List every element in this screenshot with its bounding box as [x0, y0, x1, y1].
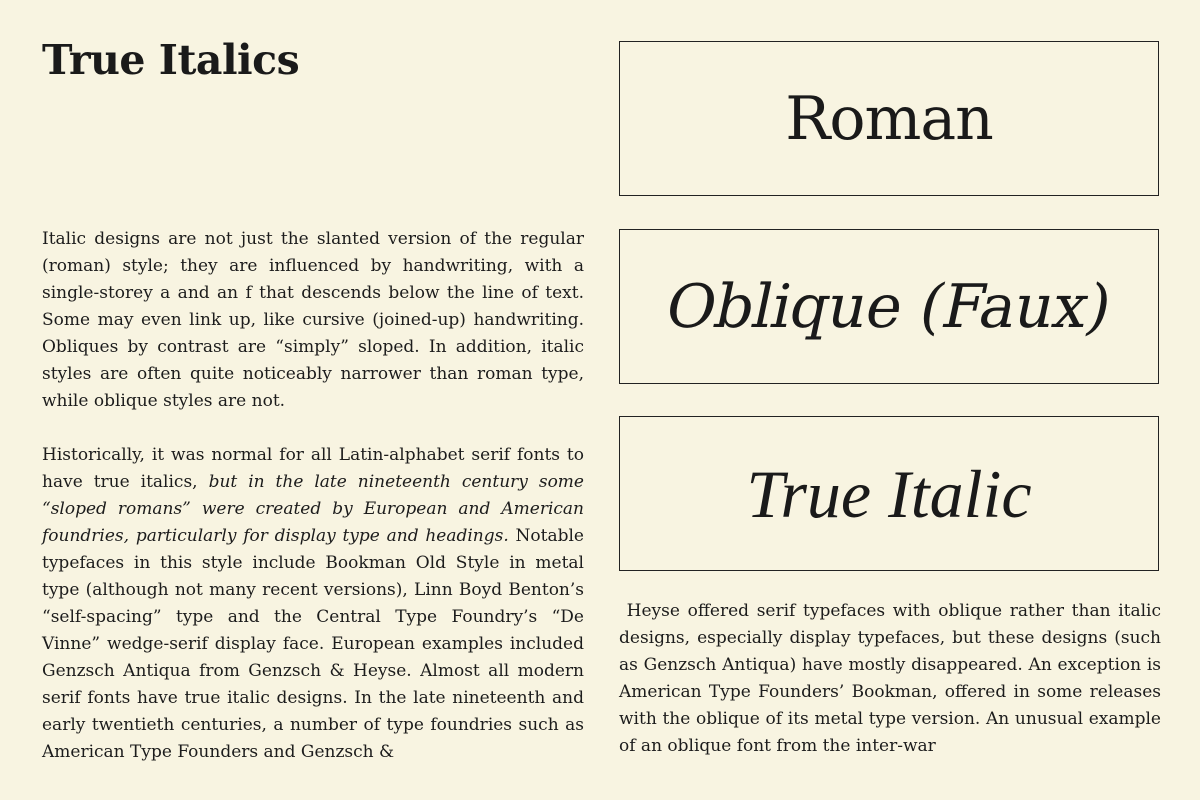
oblique-sample-text: Oblique (Faux)	[659, 271, 1119, 342]
roman-sample-text: Roman	[785, 83, 993, 154]
paragraph-history	[42, 442, 584, 766]
roman-sample-box	[619, 41, 1159, 196]
page-title: True Italics	[42, 36, 300, 84]
paragraph-italic-vs-oblique: Italic designs are not just the slanted version of the regular (roman) style; they are influenced by handwriting, with a single-storey a and an f that descends below the line of text. Some may even link up, like cursive (joined-up) handwriting. Obliques by contrast are “simply” sloped. In addition, italic styles are often quite noticeably narrower than roman type, while oblique styles are not.	[42, 229, 584, 411]
left-text-column	[42, 226, 584, 766]
true-italic-sample-box	[619, 416, 1159, 571]
history-text-intro: Historically, it was normal for all Latin-alphabet serif fonts to have true italics,	[42, 445, 584, 492]
history-text-continued: Notable typefaces in this style include Bookman Old Style in metal type (although not many recent versions), Linn Boyd Benton’s “self-spacing” type and the Central Type Foundry’s “De Vinne” wedge-serif display face. European examples included Genzsch Antiqua from Genzsch & Heyse. Almost all modern serif fonts have true italic designs. In the late nineteenth and early twentieth centuries, a number of type foundries such as American Type Founders and Genzsch &	[42, 526, 584, 762]
paragraph-foundries-continued: Heyse offered serif typefaces with oblique rather than italic designs, especially display typefaces, but these designs (such as Genzsch Antiqua) have mostly disappeared. An exception is American Type Founders’ Bookman, offered in some releases with the oblique of its metal type version. An unusual example of an oblique font from the inter-war	[619, 601, 1161, 756]
true-italic-sample-text: True Italic	[746, 455, 1032, 532]
right-text-column	[619, 598, 1161, 760]
oblique-sample-box	[619, 229, 1159, 384]
history-text-emphasis: but in the late nineteenth century some “sloped romans” were created by European and American foundries, particularly for display type and headings.	[42, 472, 584, 546]
